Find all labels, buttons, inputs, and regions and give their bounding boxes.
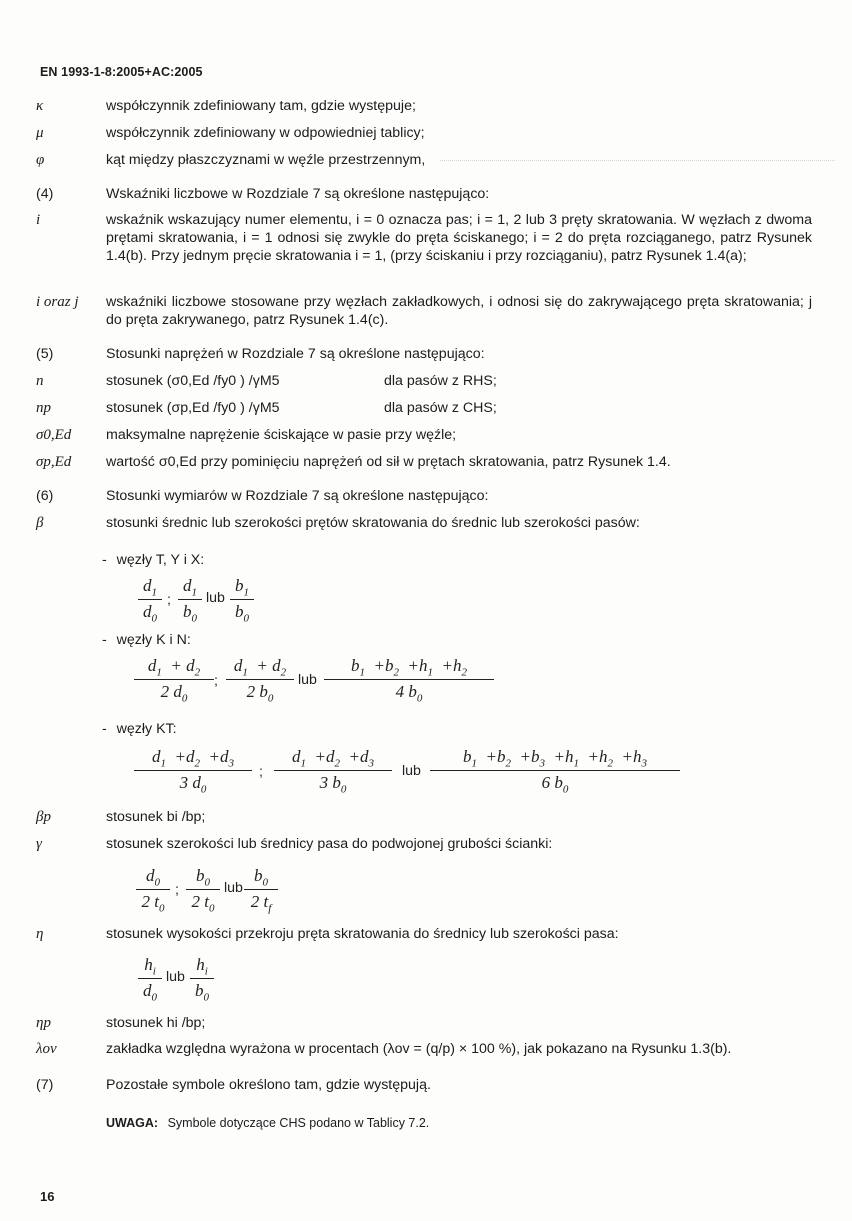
separator: lub — [224, 880, 243, 896]
clause-5 — [36, 345, 812, 363]
symbol: β — [36, 515, 44, 531]
symbol: γ — [36, 836, 42, 852]
definition-text: kąt między płaszczyznami w węźle przestrzennym, — [106, 152, 426, 168]
dotted-leader — [440, 160, 835, 161]
definition-mu — [36, 124, 812, 142]
definition-text: wskaźnik wskazujący numer elementu, i = 0 oznacza pas; i = 1, 2 lub 3 pręty skratowania. W węzłach z dwoma prętami skratowania, i = 1 odnosi się zwykle do pręta ściskanego; i = 2 do pręta rozciąganego, patrz Rysunek 1.4(b). Przy jednym pręcie skratowania i = 1, (przy ściskaniu i przy rozciąganiu), patrz Rysunek 1.4(a); — [106, 212, 812, 264]
separator: ; — [167, 592, 171, 608]
clause-text: Stosunki naprężeń w Rozdziale 7 są określone następująco: — [106, 346, 485, 362]
clause-text: Stosunki wymiarów w Rozdziale 7 są określone następująco: — [106, 488, 489, 504]
clause-number: (6) — [36, 488, 54, 504]
note — [106, 1116, 429, 1130]
definition-text-wrap — [106, 399, 812, 417]
definition-np — [36, 399, 812, 417]
joint-label: węzły KT: — [116, 721, 177, 737]
formula-kn — [134, 656, 504, 706]
symbol: η — [36, 926, 44, 942]
definition-sigmap — [36, 453, 812, 471]
symbol: λov — [36, 1041, 57, 1057]
fraction: $h_i$ $b_0$ — [190, 955, 214, 1004]
note-label: UWAGA: — [106, 1116, 159, 1130]
symbol: κ — [36, 98, 44, 114]
definition-text: stosunek bi /bp; — [106, 809, 206, 825]
fraction: $d_1$ $b_0$ — [178, 576, 202, 625]
separator: lub — [298, 672, 317, 688]
formula-eta — [138, 955, 238, 1005]
definition-text: stosunki średnic lub szerokości prętów skratowania do średnic lub szerokości pasów: — [106, 515, 640, 531]
separator: ; — [214, 673, 218, 689]
definition-text: współczynnik zdefiniowany tam, gdzie występuje; — [106, 98, 416, 114]
definition-text-wrap — [106, 372, 812, 390]
symbol: μ — [36, 125, 44, 141]
page-number: 16 — [40, 1189, 55, 1204]
definition-qualifier: dla pasów z CHS; — [384, 400, 497, 416]
formula-gamma — [136, 866, 296, 916]
definition-text: stosunek wysokości przekroju pręta skratowania do średnicy lub szerokości pasa: — [106, 926, 619, 942]
symbol: σp,Ed — [36, 454, 72, 470]
fraction: $b_0$ 2 $t_f$ — [244, 866, 278, 915]
clause-text: Wskaźniki liczbowe w Rozdziale 7 są określone następująco: — [106, 186, 490, 202]
fraction: $h_i$ $d_0$ — [138, 955, 162, 1004]
clause-6 — [36, 487, 812, 505]
definition-text: stosunek szerokości lub średnicy pasa do podwojonej grubości ścianki: — [106, 836, 553, 852]
symbol: i oraz j — [36, 294, 79, 310]
definition-text: zakładka względna wyrażona w procentach (λov = (q/p) × 100 %), jak pokazano na Rysunku 1.3(b). — [106, 1041, 732, 1057]
definition-text: współczynnik zdefiniowany w odpowiedniej tablicy; — [106, 125, 425, 141]
fraction: $d_1 +d_2 +d_3$ 3 $d_0$ — [134, 747, 252, 796]
fraction: $d_1 + d_2$ 2 $b_0$ — [226, 656, 294, 705]
definition-lambda-ov — [36, 1040, 812, 1058]
clause-number: (4) — [36, 186, 54, 202]
joint-label: węzły K i N: — [116, 632, 191, 648]
fraction: $d_1$ $d_0$ — [138, 576, 162, 625]
separator: ; — [259, 764, 263, 780]
definition-gamma — [36, 835, 812, 853]
definition-beta — [36, 514, 812, 532]
definition-text: wartość σ0,Ed przy pominięciu naprężeń od sił w prętach skratowania, patrz Rysunek 1.4. — [106, 454, 671, 470]
definition-text: stosunek hi /bp; — [106, 1015, 206, 1031]
document-header: EN 1993-1-8:2005+AC:2005 — [40, 65, 203, 79]
clause-7 — [36, 1076, 812, 1094]
definition-text: stosunek (σp,Ed /fy0 ) /γM5 — [106, 400, 280, 416]
note-text: Symbole dotyczące CHS podano w Tablicy 7.2. — [167, 1116, 430, 1130]
formula-kt — [134, 747, 694, 797]
definition-qualifier: dla pasów z RHS; — [384, 373, 497, 389]
symbol: ηp — [36, 1015, 51, 1031]
fraction: $b_1 +b_2 +b_3 +h_1 +h_2 +h_3$ 6 $b_0$ — [430, 747, 680, 796]
fraction: $b_0$ 2 $t_0$ — [186, 866, 220, 915]
fraction: $d_0$ 2 $t_0$ — [136, 866, 170, 915]
symbol: βp — [36, 809, 51, 825]
formula-tyx — [138, 576, 278, 626]
definition-eta-p — [36, 1014, 812, 1032]
symbol: i — [36, 212, 41, 228]
clause-text: Pozostałe symbole określono tam, gdzie występują. — [106, 1077, 431, 1093]
joint-list-item-kt: - węzły KT: — [102, 721, 177, 737]
symbol: σ0,Ed — [36, 427, 72, 443]
fraction: $b_1$ $b_0$ — [230, 576, 254, 625]
clause-number: (7) — [36, 1077, 54, 1093]
definition-text: wskaźniki liczbowe stosowane przy węzłach zakładkowych, i odnosi się do zakrywającego pręta skratowania; j do pręta zakrywanego, patrz Rysunek 1.4(c). — [106, 294, 812, 328]
clause-number: (5) — [36, 346, 54, 362]
symbol: φ — [36, 152, 45, 168]
joint-label: węzły T, Y i X: — [116, 552, 205, 568]
definition-text: stosunek (σ0,Ed /fy0 ) /γM5 — [106, 373, 280, 389]
separator: lub — [402, 763, 421, 779]
separator: ; — [175, 882, 179, 898]
joint-list-item-tyx: - węzły T, Y i X: — [102, 552, 205, 568]
definition-n — [36, 372, 812, 390]
separator: lub — [206, 590, 225, 606]
separator: lub — [166, 969, 185, 985]
symbol: np — [36, 400, 51, 416]
definition-beta-p — [36, 808, 812, 826]
definition-i — [36, 211, 812, 265]
fraction: $d_1 +d_2 +d_3$ 3 $b_0$ — [274, 747, 392, 796]
symbol: n — [36, 373, 44, 389]
fraction: $b_1 +b_2 +h_1 +h_2$ 4 $b_0$ — [324, 656, 494, 705]
clause-4 — [36, 185, 812, 203]
fraction: $d_1 + d_2$ 2 $d_0$ — [134, 656, 214, 705]
joint-list-item-kn: - węzły K i N: — [102, 632, 191, 648]
definition-i-and-j — [36, 293, 812, 329]
definition-sigma0 — [36, 426, 812, 444]
definition-kappa — [36, 97, 812, 115]
definition-text: maksymalne naprężenie ściskające w pasie przy węźle; — [106, 427, 457, 443]
definition-eta — [36, 925, 812, 943]
